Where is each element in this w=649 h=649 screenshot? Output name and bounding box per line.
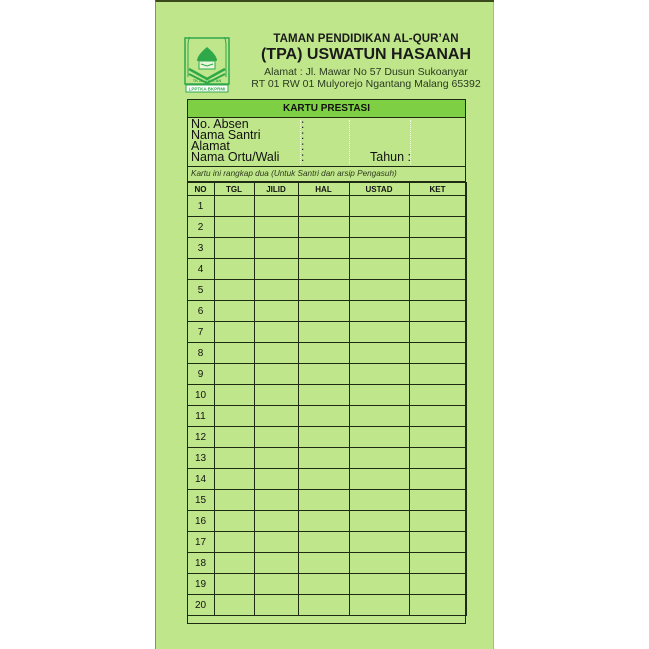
cell-ustad[interactable] bbox=[349, 322, 409, 343]
field-label-no-absen: No. Absen bbox=[191, 117, 249, 131]
row-number: 10 bbox=[187, 385, 214, 406]
cell-ustad[interactable] bbox=[349, 217, 409, 238]
field-colon: : bbox=[301, 128, 305, 142]
cell-jilid[interactable] bbox=[254, 385, 298, 406]
svg-text:TK AL-QUR'AN: TK AL-QUR'AN bbox=[192, 78, 222, 83]
cell-hal[interactable] bbox=[298, 469, 349, 490]
cell-tgl[interactable] bbox=[214, 490, 254, 511]
cell-hal[interactable] bbox=[298, 238, 349, 259]
table-row bbox=[187, 217, 466, 238]
cell-tgl[interactable] bbox=[214, 448, 254, 469]
cell-ket[interactable] bbox=[409, 259, 466, 280]
cell-tgl[interactable] bbox=[214, 406, 254, 427]
table-row bbox=[187, 553, 466, 574]
cell-hal[interactable] bbox=[298, 511, 349, 532]
cell-ket[interactable] bbox=[409, 217, 466, 238]
achievement-card bbox=[155, 0, 494, 649]
row-number: 11 bbox=[187, 406, 214, 427]
cell-jilid[interactable] bbox=[254, 490, 298, 511]
cell-jilid[interactable] bbox=[254, 301, 298, 322]
table-row bbox=[187, 280, 466, 301]
table-row bbox=[187, 469, 466, 490]
cell-hal[interactable] bbox=[298, 343, 349, 364]
table-row bbox=[187, 532, 466, 553]
row-number: 4 bbox=[187, 259, 214, 280]
column-header-hal: HAL bbox=[298, 183, 349, 196]
cell-ket[interactable] bbox=[409, 280, 466, 301]
cell-hal[interactable] bbox=[298, 364, 349, 385]
cell-hal[interactable] bbox=[298, 301, 349, 322]
table-row bbox=[187, 322, 466, 343]
row-number: 14 bbox=[187, 469, 214, 490]
cell-jilid[interactable] bbox=[254, 280, 298, 301]
cell-ustad[interactable] bbox=[349, 364, 409, 385]
row-number: 15 bbox=[187, 490, 214, 511]
cell-ustad[interactable] bbox=[349, 238, 409, 259]
cell-tgl[interactable] bbox=[214, 364, 254, 385]
card-note: Kartu ini rangkap dua (Untuk Santri dan arsip Pengasuh) bbox=[188, 167, 465, 182]
table-row bbox=[187, 448, 466, 469]
cell-tgl[interactable] bbox=[214, 301, 254, 322]
table-row bbox=[187, 595, 466, 616]
cell-ket[interactable] bbox=[409, 385, 466, 406]
cell-tgl[interactable] bbox=[214, 238, 254, 259]
field-colon: : bbox=[301, 150, 305, 164]
cell-ustad[interactable] bbox=[349, 301, 409, 322]
cell-ket[interactable] bbox=[409, 322, 466, 343]
cell-ket[interactable] bbox=[409, 490, 466, 511]
cell-ustad[interactable] bbox=[349, 385, 409, 406]
cell-ustad[interactable] bbox=[349, 259, 409, 280]
cell-jilid[interactable] bbox=[254, 238, 298, 259]
cell-hal[interactable] bbox=[298, 553, 349, 574]
field-colon: : bbox=[301, 117, 305, 131]
cell-jilid[interactable] bbox=[254, 343, 298, 364]
address-line-2: RT 01 RW 01 Mulyorejo Ngantang Malang 65392 bbox=[251, 78, 481, 90]
cell-tgl[interactable] bbox=[214, 217, 254, 238]
row-number: 12 bbox=[187, 427, 214, 448]
table-row bbox=[187, 406, 466, 427]
field-label-nama-santri: Nama Santri bbox=[191, 128, 261, 142]
cell-ustad[interactable] bbox=[349, 196, 409, 217]
cell-tgl[interactable] bbox=[214, 259, 254, 280]
row-number: 18 bbox=[187, 553, 214, 574]
table-row bbox=[187, 490, 466, 511]
row-number: 19 bbox=[187, 574, 214, 595]
dotted-divider bbox=[349, 120, 350, 164]
cell-hal[interactable] bbox=[298, 259, 349, 280]
cell-tgl[interactable] bbox=[214, 532, 254, 553]
cell-ustad[interactable] bbox=[349, 427, 409, 448]
cell-ket[interactable] bbox=[409, 448, 466, 469]
cell-jilid[interactable] bbox=[254, 427, 298, 448]
cell-hal[interactable] bbox=[298, 322, 349, 343]
cell-jilid[interactable] bbox=[254, 322, 298, 343]
cell-hal[interactable] bbox=[298, 196, 349, 217]
cell-tgl[interactable] bbox=[214, 469, 254, 490]
row-number: 9 bbox=[187, 364, 214, 385]
cell-ket[interactable] bbox=[409, 469, 466, 490]
cell-jilid[interactable] bbox=[254, 364, 298, 385]
cell-jilid[interactable] bbox=[254, 217, 298, 238]
cell-jilid[interactable] bbox=[254, 448, 298, 469]
cell-ket[interactable] bbox=[409, 196, 466, 217]
card-body bbox=[187, 99, 466, 624]
institution-subtitle: TAMAN PENDIDIKAN AL-QUR’AN bbox=[273, 33, 459, 45]
table-row bbox=[187, 574, 466, 595]
cell-jilid[interactable] bbox=[254, 469, 298, 490]
cell-hal[interactable] bbox=[298, 406, 349, 427]
row-number: 16 bbox=[187, 511, 214, 532]
cell-jilid[interactable] bbox=[254, 553, 298, 574]
table-header-row bbox=[187, 183, 466, 196]
cell-ustad[interactable] bbox=[349, 574, 409, 595]
cell-tgl[interactable] bbox=[214, 322, 254, 343]
row-number: 17 bbox=[187, 532, 214, 553]
column-header-ustad: USTAD bbox=[349, 183, 409, 196]
cell-ket[interactable] bbox=[409, 595, 466, 616]
cell-ustad[interactable] bbox=[349, 490, 409, 511]
cell-ket[interactable] bbox=[409, 406, 466, 427]
cell-jilid[interactable] bbox=[254, 574, 298, 595]
column-header-tgl: TGL bbox=[214, 183, 254, 196]
table-row bbox=[187, 511, 466, 532]
cell-ket[interactable] bbox=[409, 574, 466, 595]
table-row bbox=[187, 196, 466, 217]
field-label-alamat: Alamat bbox=[191, 139, 230, 153]
cell-ustad[interactable] bbox=[349, 595, 409, 616]
row-number: 1 bbox=[187, 196, 214, 217]
cell-tgl[interactable] bbox=[214, 385, 254, 406]
table-row bbox=[187, 238, 466, 259]
cell-ustad[interactable] bbox=[349, 448, 409, 469]
cell-ustad[interactable] bbox=[349, 343, 409, 364]
card-title: KARTU PRESTASI bbox=[188, 100, 465, 118]
cell-hal[interactable] bbox=[298, 532, 349, 553]
cell-tgl[interactable] bbox=[214, 427, 254, 448]
cell-tgl[interactable] bbox=[214, 280, 254, 301]
progress-table bbox=[187, 182, 467, 616]
cell-ustad[interactable] bbox=[349, 280, 409, 301]
field-label-tahun: Tahun : bbox=[370, 150, 412, 164]
cell-jilid[interactable] bbox=[254, 532, 298, 553]
cell-jilid[interactable] bbox=[254, 259, 298, 280]
table-row bbox=[187, 385, 466, 406]
cell-ustad[interactable] bbox=[349, 532, 409, 553]
tpa-logo-icon bbox=[184, 37, 230, 93]
row-number: 3 bbox=[187, 238, 214, 259]
row-number: 20 bbox=[187, 595, 214, 616]
cell-tgl[interactable] bbox=[214, 553, 254, 574]
cell-ket[interactable] bbox=[409, 511, 466, 532]
column-header-jilid: JILID bbox=[254, 183, 298, 196]
field-colon: : bbox=[301, 139, 305, 153]
cell-ket[interactable] bbox=[409, 301, 466, 322]
table-row bbox=[187, 301, 466, 322]
row-number: 8 bbox=[187, 343, 214, 364]
cell-jilid[interactable] bbox=[254, 595, 298, 616]
column-header-ket: KET bbox=[409, 183, 466, 196]
cell-jilid[interactable] bbox=[254, 196, 298, 217]
cell-ustad[interactable] bbox=[349, 406, 409, 427]
cell-tgl[interactable] bbox=[214, 574, 254, 595]
cell-tgl[interactable] bbox=[214, 196, 254, 217]
cell-hal[interactable] bbox=[298, 217, 349, 238]
row-number: 6 bbox=[187, 301, 214, 322]
table-row bbox=[187, 364, 466, 385]
row-number: 2 bbox=[187, 217, 214, 238]
field-label-nama-ortu: Nama Ortu/Wali bbox=[191, 150, 280, 164]
cell-hal[interactable] bbox=[298, 448, 349, 469]
institution-name: (TPA) USWATUN HASANAH bbox=[260, 46, 472, 63]
cell-ket[interactable] bbox=[409, 364, 466, 385]
cell-tgl[interactable] bbox=[214, 343, 254, 364]
address-line-1: Alamat : Jl. Mawar No 57 Dusun Sukoanyar bbox=[264, 66, 468, 78]
cell-jilid[interactable] bbox=[254, 406, 298, 427]
cell-jilid[interactable] bbox=[254, 511, 298, 532]
cell-ket[interactable] bbox=[409, 343, 466, 364]
cell-tgl[interactable] bbox=[214, 595, 254, 616]
cell-ket[interactable] bbox=[409, 553, 466, 574]
cell-hal[interactable] bbox=[298, 385, 349, 406]
cell-ustad[interactable] bbox=[349, 469, 409, 490]
cell-ustad[interactable] bbox=[349, 553, 409, 574]
table-row bbox=[187, 343, 466, 364]
cell-hal[interactable] bbox=[298, 574, 349, 595]
cell-ket[interactable] bbox=[409, 532, 466, 553]
student-info-section bbox=[188, 118, 465, 167]
cell-hal[interactable] bbox=[298, 280, 349, 301]
row-number: 7 bbox=[187, 322, 214, 343]
cell-hal[interactable] bbox=[298, 490, 349, 511]
table-row bbox=[187, 259, 466, 280]
svg-text:LPPTKA BKPRMI: LPPTKA BKPRMI bbox=[188, 86, 226, 92]
row-number: 5 bbox=[187, 280, 214, 301]
column-header-no: NO bbox=[187, 183, 214, 196]
row-number: 13 bbox=[187, 448, 214, 469]
cell-ustad[interactable] bbox=[349, 511, 409, 532]
cell-tgl[interactable] bbox=[214, 511, 254, 532]
cell-ket[interactable] bbox=[409, 427, 466, 448]
cell-hal[interactable] bbox=[298, 427, 349, 448]
table-row bbox=[187, 427, 466, 448]
cell-ket[interactable] bbox=[409, 238, 466, 259]
cell-hal[interactable] bbox=[298, 595, 349, 616]
